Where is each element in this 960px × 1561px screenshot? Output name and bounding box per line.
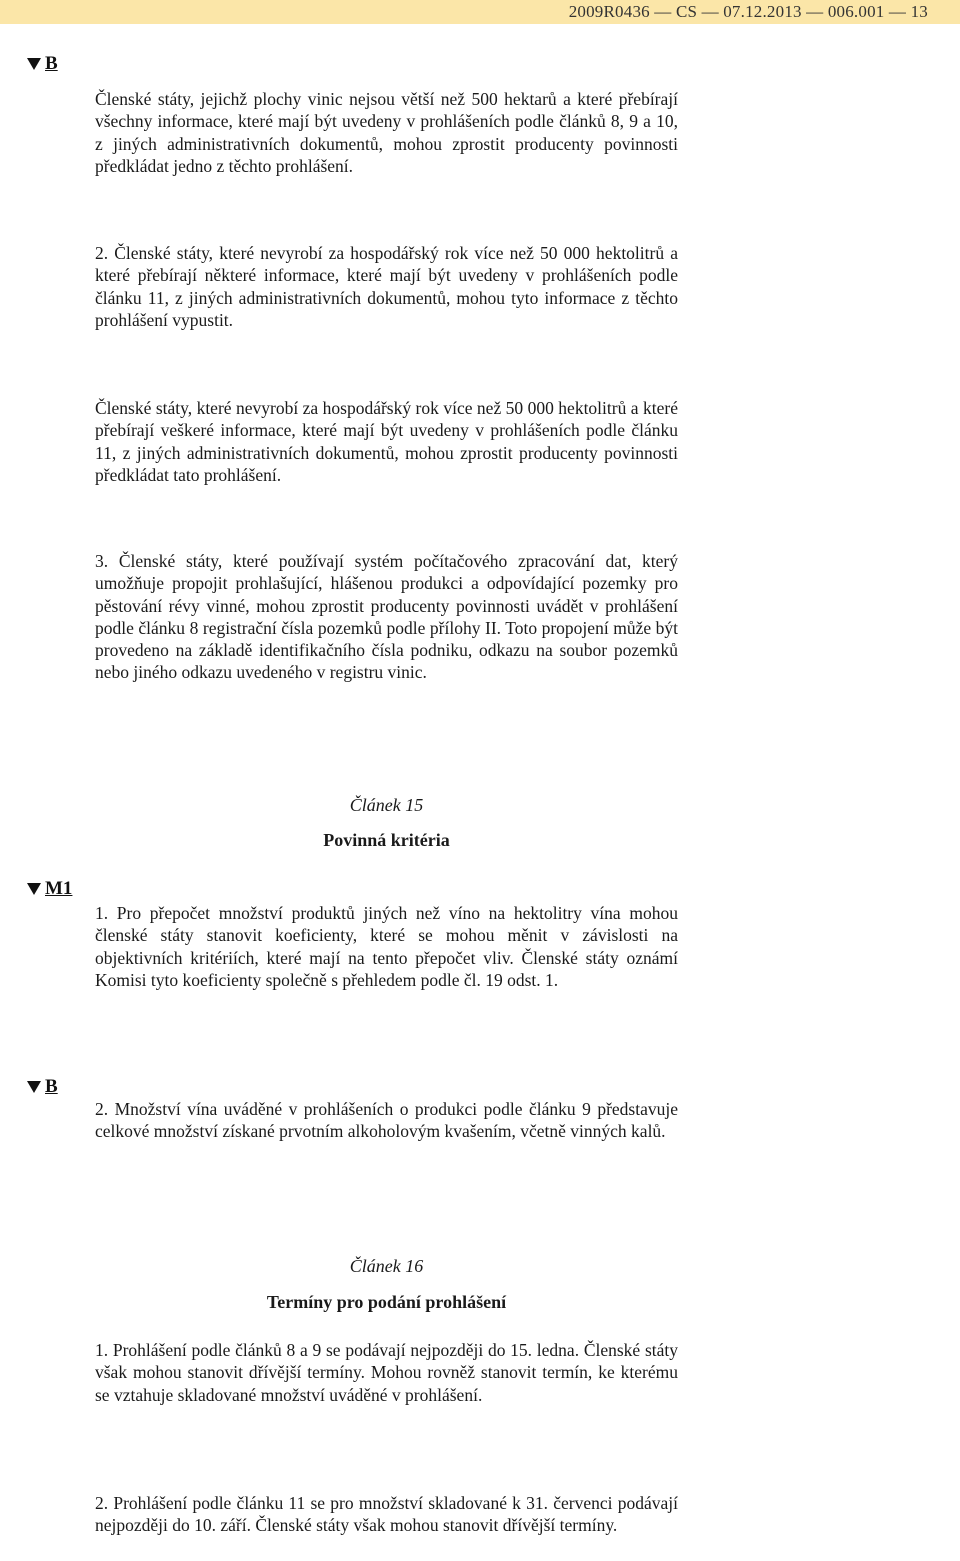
article-16-title: Termíny pro podání prohlášení [266, 1292, 507, 1312]
consolidation-marker-m1 [27, 878, 72, 900]
paragraph-2-partial-info: 2. Členské státy, které nevyrobí za hospodářský rok více než 50 000 hektolitrů a které přebírají některé informace, které mají být uvedeny v prohlášeních podle článku 11, z jiných administrativních dokumentů, mohou tyto informace z těchto prohlášení vypustit. [95, 243, 678, 330]
paragraph-deadline-stocks: 2. Prohlášení podle článku 11 se pro množství skladované k 31. červenci podávají nejpozději do 10. září. Členské státy však mohou stanovit dřívější termíny. [95, 1493, 678, 1536]
paragraph-3-data-processing: 3. Členské státy, které používají systém počítačového zpracování dat, který umožňuje propojit prohlašující, hlášenou produkci a odpovídající pozemky pro pěstování révy vinné, mohou zprostit producenty povinnosti uvádět v prohlášení podle článku 8 registrační čísla pozemků podle přílohy II. Toto propojení může být provedeno na základě identifikačního čísla podniku, odkazu na soubor pozemků nebo jiného odkazu uvedeného v registru vinic. [95, 551, 678, 683]
marker-label: B [45, 1076, 58, 1097]
page-header [0, 0, 960, 24]
triangle-down-icon [27, 883, 41, 895]
article-16-number: Článek 16 [349, 1256, 424, 1276]
paragraph-vineyard-area: Členské státy, jejichž plochy vinic nejsou větší než 500 hektarů a které přebírají všechny informace, které mají být uvedeny v prohlášeních podle článků 8, 9 a 10, z jiných administrativních dokumentů, mohou zprostit producenty povinnosti předkládat jedno z těchto prohlášení. [95, 89, 678, 176]
paragraph-wine-quantity: 2. Množství vína uváděné v prohlášeních o produkci podle článku 9 představuje celkové množství získané prvotním alkoholovým kvašením, včetně vinných kalů. [95, 1099, 678, 1142]
paragraph-conversion-coefficients: 1. Pro přepočet množství produktů jiných než víno na hektolitry vína mohou členské státy stanovit koeficienty, které se mohou měnit v závislosti na objektivních kritériích, které mají na tento přepočet vliv. Členské státy oznámí Komisi tyto koeficienty společně s přehledem podle čl. 19 odst. 1. [95, 903, 678, 990]
paragraph-full-info: Členské státy, které nevyrobí za hospodářský rok více než 50 000 hektolitrů a které přebírají veškeré informace, které mají být uvedeny v prohlášeních podle článku 11, z jiných administrativních dokumentů, mohou zprostit producenty povinnosti předkládat tato prohlášení. [95, 398, 678, 485]
marker-label: B [45, 53, 58, 74]
document-reference: 2009R0436 — CS — 07.12.2013 — 006.001 — 13 [568, 2, 928, 21]
paragraph-deadline-production: 1. Prohlášení podle článků 8 a 9 se podávají nejpozději do 15. ledna. Členské státy však mohou stanovit dřívější termíny. Mohou rovněž stanovit termín, ke kterému se vztahuje skladované množství uváděné v prohlášení. [95, 1340, 678, 1405]
article-15-number: Článek 15 [349, 795, 424, 815]
article-15-title: Povinná kritéria [323, 830, 450, 850]
triangle-down-icon [27, 58, 41, 70]
consolidation-marker-b [27, 53, 58, 75]
triangle-down-icon [27, 1081, 41, 1093]
marker-label: M1 [45, 878, 73, 899]
consolidation-marker-b [27, 1076, 58, 1098]
